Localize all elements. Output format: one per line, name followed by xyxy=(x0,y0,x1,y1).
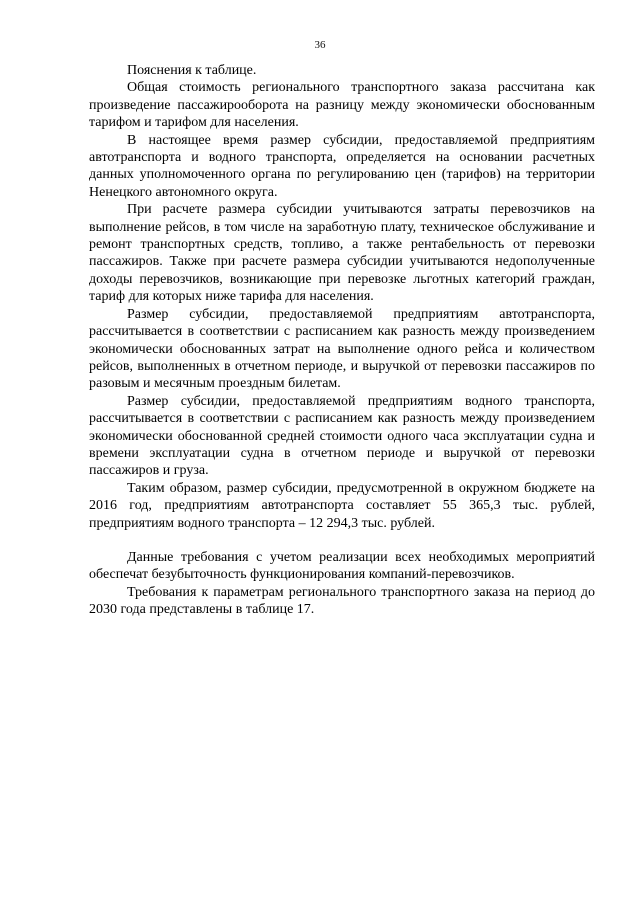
page-number: 36 xyxy=(314,39,326,51)
paragraph-subsidy-calculation: При расчете размера субсидии учитываются затраты перевозчиков на выполнение рейсов, в том числе на заработную плату, техническое обслуживание и ремонт транспортных средств, топливо, а также рентабельность от перевозки пассажиров. Также при расчете размера субсидии учитываются недополученные доходы перевозчиков, возникающие при перевозке льготных категорий граждан, тариф для которых ниже тарифа для населения. xyxy=(89,202,595,305)
paragraph-road-transport-subsidy: Размер субсидии, предоставляемой предприятиям автотранспорта, рассчитывается в соответствии с расписанием как разность между произведением экономически обоснованных затрат на выполнение одного рейса и количеством рейсов, выполненных в отчетном периоде, и выручкой от перевозки пассажиров по разовым и месячным проездным билетам. xyxy=(89,306,595,392)
paragraph-break-even: Данные требования с учетом реализации всех необходимых мероприятий обеспечат безубыточность функционирования компаний-перевозчиков. xyxy=(89,549,595,583)
paragraph-table-notes-heading: Пояснения к таблице. xyxy=(127,63,257,78)
paragraph-table-17-reference: Требования к параметрам регионального транспортного заказа на период до 2030 года представлены в таблице 17. xyxy=(89,584,595,618)
paragraph-transport-order-cost: Общая стоимость регионального транспортного заказа рассчитана как произведение пассажирооборота на разницу между экономически обоснованным тарифом и тарифом для населения. xyxy=(89,80,595,131)
paragraph-water-transport-subsidy: Размер субсидии, предоставляемой предприятиям водного транспорта, рассчитывается в соответствии с расписанием как разность между произведением экономически обоснованной средней стоимости одного часа эксплуатации судна и времени эксплуатации судна в отчетном периоде и выручкой от перевозки пассажиров и груза. xyxy=(89,393,595,479)
paragraph-current-subsidy: В настоящее время размер субсидии, предоставляемой предприятиям автотранспорта и водного транспорта, определяется на основании расчетных данных уполномоченного органа по регулированию цен (тарифов) на территории Ненецкого автономного округа. xyxy=(89,132,595,200)
body-text xyxy=(89,62,595,619)
paragraph-budget-2016-subsidy: Таким образом, размер субсидии, предусмотренной в окружном бюджете на 2016 год, предприятиям автотранспорта составляет 55 365,3 тыс. рублей, предприятиям водного транспорта – 12 294,3 тыс. рублей. xyxy=(89,480,595,531)
